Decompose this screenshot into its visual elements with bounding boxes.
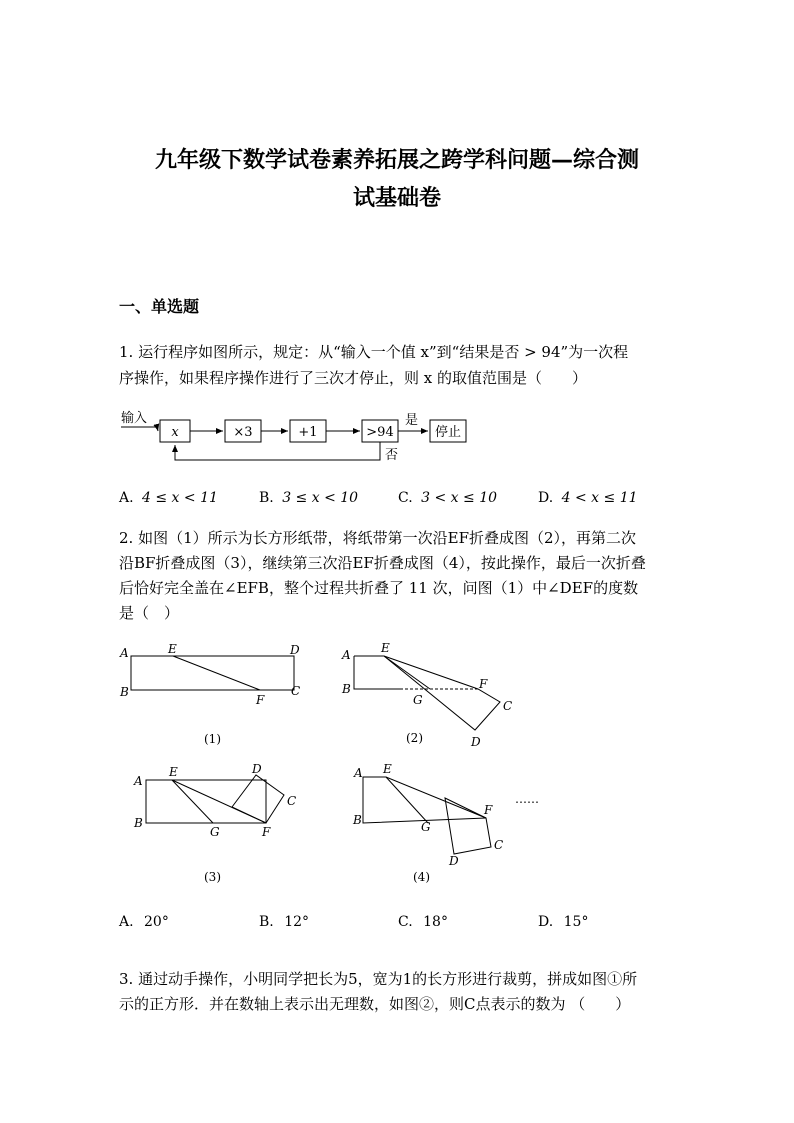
flow-box-times3-label: ×3 — [233, 425, 253, 440]
page-title: 九年级下数学试卷素养拓展之跨学科问题—综合测 — [154, 148, 639, 173]
svg-text:C: C — [503, 699, 513, 713]
caption-fig3: (3) — [204, 870, 221, 884]
q1-option-d[interactable]: D. 4 < x ≤ 11 — [538, 490, 638, 506]
svg-text:E: E — [383, 762, 392, 776]
svg-text:B: B — [134, 816, 143, 830]
caption-fig4: (4) — [413, 870, 430, 884]
svg-text:A: A — [354, 766, 363, 780]
caption-fig1: (1) — [204, 732, 221, 746]
svg-text:E: E — [168, 642, 177, 656]
svg-text:B: B — [342, 682, 351, 696]
q2-option-c[interactable]: C. 18° — [398, 914, 448, 930]
flow-no-label: 否 — [385, 448, 399, 463]
svg-text:D: D — [290, 643, 300, 657]
svg-text:D: D — [471, 735, 481, 749]
q2-line2: 沿BF折叠成图（3），继续第三次沿EF折叠成图（4），按此操作，最后一次折叠 — [119, 554, 646, 572]
q1-line1: 1. 运行程序如图所示，规定：从“输入一个值 x”到“结果是否 > 94”为一次程 — [119, 343, 629, 361]
svg-text:B: B — [120, 685, 129, 699]
q2-line4: 是（ ） — [119, 604, 180, 622]
q2-option-b[interactable]: B. 12° — [259, 914, 310, 930]
svg-text:B: B — [353, 813, 362, 827]
svg-text:F: F — [479, 677, 488, 691]
page-title-line2: 试基础卷 — [352, 186, 441, 211]
svg-text:F: F — [484, 803, 493, 817]
svg-text:A: A — [342, 648, 351, 662]
section-heading: 一、单选题 — [119, 297, 200, 316]
q1-option-c[interactable]: C. 3 < x ≤ 10 — [398, 490, 498, 506]
svg-text:D: D — [449, 854, 459, 868]
svg-text:F: F — [256, 693, 265, 707]
q1-line2: 序操作，如果程序操作进行了三次才停止，则 x 的取值范围是（ ） — [119, 369, 587, 387]
q2-line1: 2. 如图（1）所示为长方形纸带，将纸带第一次沿EF折叠成图（2），再第二次 — [119, 529, 637, 547]
q3-line1: 3. 通过动手操作，小明同学把长为5，宽为1的长方形进行裁剪，拼成如图①所 — [119, 970, 638, 988]
svg-text:C: C — [287, 794, 297, 808]
q1-option-b[interactable]: B. 3 ≤ x < 10 — [259, 490, 359, 506]
svg-text:G: G — [210, 825, 220, 839]
svg-text:A: A — [120, 646, 129, 660]
svg-text:C: C — [291, 684, 301, 698]
q1-flowchart — [115, 405, 485, 465]
flow-box-stop-label: 停止 — [434, 425, 462, 440]
q1-option-a[interactable]: A. 4 ≤ x < 11 — [119, 490, 218, 506]
svg-text:E: E — [381, 641, 390, 655]
q2-option-d[interactable]: D. 15° — [538, 914, 589, 930]
q2-option-a[interactable]: A. 20° — [119, 914, 169, 930]
svg-text:D: D — [252, 762, 262, 776]
figure-ellipsis: …… — [515, 792, 539, 806]
q2-figures — [110, 635, 560, 890]
svg-text:G: G — [413, 693, 423, 707]
svg-text:A: A — [134, 774, 143, 788]
flow-input-label: 输入 — [121, 411, 148, 426]
flow-box-x-label: x — [171, 425, 179, 440]
svg-text:E: E — [169, 765, 178, 779]
svg-text:F: F — [262, 825, 271, 839]
flow-box-plus1-label: +1 — [298, 425, 318, 440]
q2-line3: 后恰好完全盖在∠EFB，整个过程共折叠了 11 次，问图（1）中∠DEF的度数 — [119, 579, 639, 597]
flow-box-compare-label: >94 — [366, 425, 394, 440]
flow-yes-label: 是 — [405, 413, 419, 428]
q3-line2: 示的正方形．并在数轴上表示出无理数，如图②，则C点表示的数为 （ ） — [119, 995, 631, 1013]
caption-fig2: (2) — [406, 731, 423, 745]
svg-text:G: G — [421, 820, 431, 834]
svg-text:C: C — [494, 838, 504, 852]
